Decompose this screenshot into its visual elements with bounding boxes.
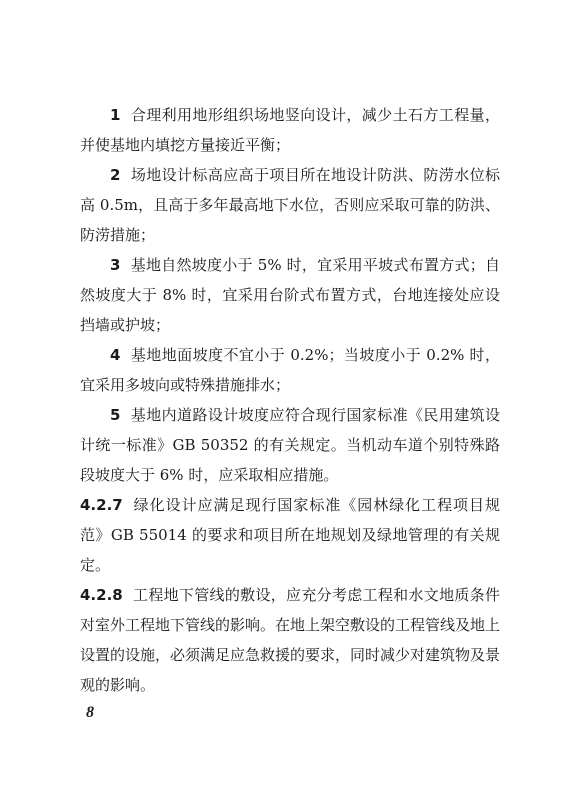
item-text: 基地自然坡度小于 5% 时，宜采用平坡式布置方式；自然坡度大于 8% 时，宜采用台阶式布置方式，台地连接处应设挡墙或护坡； [80,256,500,334]
clause-text: 工程地下管线的敷设，应充分考虑工程和水文地质条件对室外工程地下管线的影响。在地上架空敷设的工程管线及地上设置的设施，必须满足应急救援的要求，同时减少对建筑物及景观的影响。 [80,586,501,694]
item-number: 1 [110,106,121,124]
item-text: 合理利用地形组织场地竖向设计，减少土石方工程量，并使基地内填挖方量接近平衡； [80,106,500,154]
list-item [80,250,500,340]
item-number: 2 [110,166,121,184]
list-item [80,340,500,400]
item-text: 基地内道路设计坡度应符合现行国家标准《民用建筑设计统一标准》GB 50352 的有关规定。当机动车道个别特殊路段坡度大于 6% 时，应采取相应措施。 [80,406,500,484]
clause-paragraph [80,580,500,700]
list-item [80,400,500,490]
clause-number: 4.2.8 [80,586,123,604]
item-text: 基地地面坡度不宜小于 0.2%；当坡度小于 0.2% 时，宜采用多坡向或特殊措施排水； [80,346,500,394]
list-item [80,100,500,160]
page-body [80,100,500,700]
page-number: 8 [86,704,94,721]
clause-number: 4.2.7 [80,496,123,514]
clause-text: 绿化设计应满足现行国家标准《园林绿化工程项目规范》GB 55014 的要求和项目所在地规划及绿地管理的有关规定。 [80,496,500,574]
item-number: 3 [110,256,121,274]
item-number: 5 [110,406,121,424]
list-item [80,160,500,250]
item-number: 4 [110,346,121,364]
item-text: 场地设计标高应高于项目所在地设计防洪、防涝水位标高 0.5m，且高于多年最高地下水位，否则应采取可靠的防洪、防涝措施； [80,166,500,244]
clause-paragraph [80,490,500,580]
